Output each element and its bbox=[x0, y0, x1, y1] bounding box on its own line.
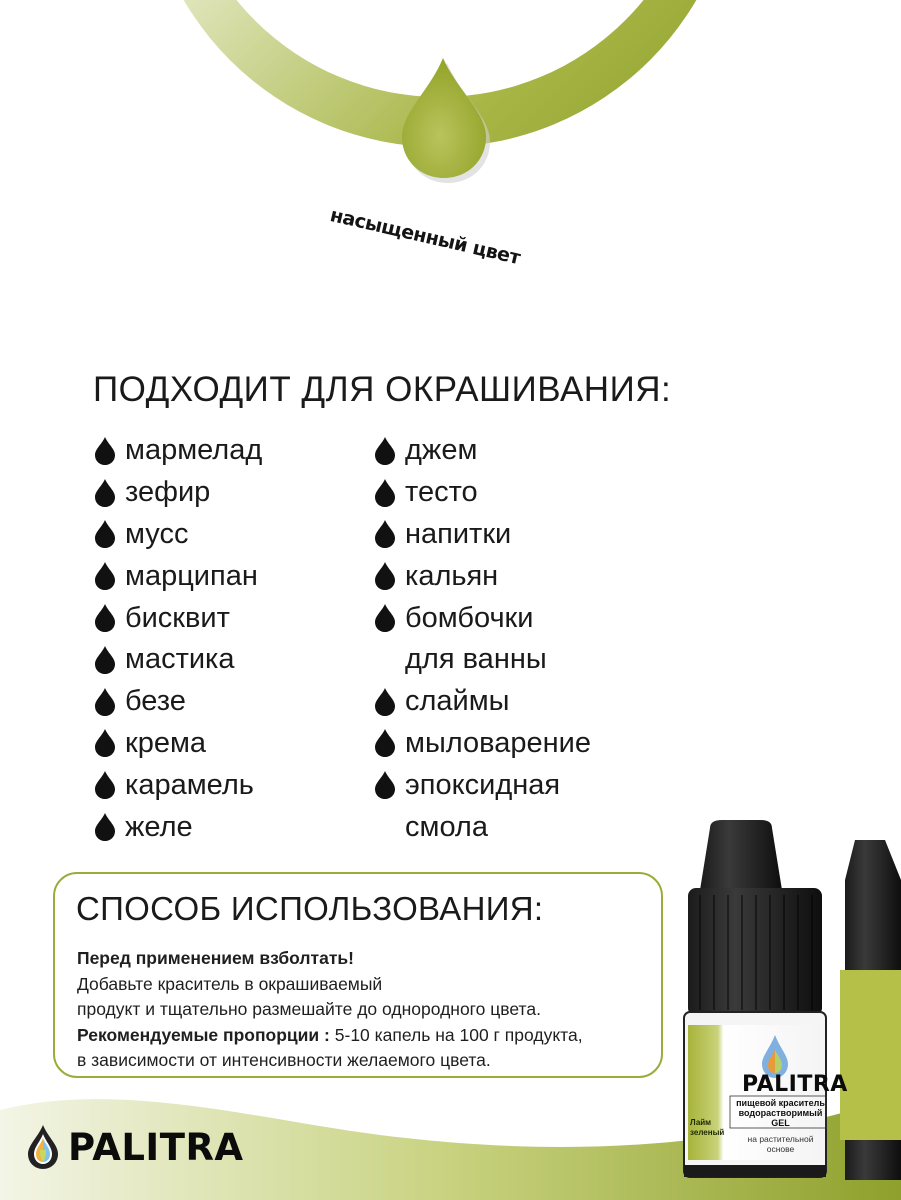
suitable-list-right bbox=[374, 430, 591, 848]
drop-icon bbox=[374, 729, 396, 757]
shake-note: Перед применением взболтать! bbox=[77, 948, 355, 968]
list-item: бисквит bbox=[94, 597, 262, 639]
drop-icon bbox=[94, 604, 116, 632]
list-item-continuation: для ванны bbox=[405, 643, 547, 676]
drop-icon bbox=[94, 771, 116, 799]
bottle-side-label: Лайм зеленый bbox=[690, 1118, 725, 1137]
list-item: тесто bbox=[374, 472, 591, 514]
usage-line: в зависимости от интенсивности желаемого цвета. bbox=[77, 1050, 491, 1070]
list-item: мастика bbox=[94, 639, 262, 681]
usage-box bbox=[53, 872, 663, 1078]
usage-title: СПОСОБ ИСПОЛЬЗОВАНИЯ: bbox=[76, 890, 544, 927]
list-item: джем bbox=[374, 430, 591, 472]
suitable-list-left bbox=[94, 430, 262, 848]
drop-icon bbox=[94, 646, 116, 674]
bottle-brand: PALITRA bbox=[742, 1072, 848, 1097]
usage-text bbox=[77, 946, 657, 1074]
bottle-base-text: на растительной основе bbox=[747, 1134, 814, 1154]
drop-icon bbox=[94, 729, 116, 757]
brand-name: PALITRA bbox=[68, 1125, 244, 1169]
proportions-value: 5-10 капель на 100 г продукта, bbox=[329, 1024, 583, 1045]
list-item: безе bbox=[94, 681, 262, 723]
list-item: бомбочки bbox=[374, 597, 591, 639]
usage-line: продукт и тщательно размешайте до однородного цвета. bbox=[77, 999, 541, 1019]
drop-icon bbox=[374, 437, 396, 465]
list-item: мармелад bbox=[94, 430, 262, 472]
usage-line: Добавьте краситель в окрашиваемый bbox=[77, 973, 383, 994]
list-item: мусс bbox=[94, 514, 262, 556]
drop-icon bbox=[94, 437, 116, 465]
list-item: желе bbox=[94, 806, 262, 848]
drop-icon bbox=[374, 771, 396, 799]
proportions-label: Рекомендуемые пропорции : bbox=[77, 1024, 330, 1045]
list-item: кальян bbox=[374, 555, 591, 597]
list-item: мыловарение bbox=[374, 723, 591, 765]
list-item: крема bbox=[94, 723, 262, 765]
list-item: марципан bbox=[94, 555, 262, 597]
list-item: эпоксидная bbox=[374, 764, 591, 806]
badge-label: насыщенный цвет bbox=[328, 204, 523, 270]
brand-logo bbox=[26, 1124, 244, 1170]
list-item-continuation: смола bbox=[405, 810, 488, 843]
drop-icon bbox=[374, 520, 396, 548]
list-item: зефир bbox=[94, 472, 262, 514]
drop-icon bbox=[94, 562, 116, 590]
drop-icon bbox=[94, 520, 116, 548]
rainbow-drop-logo-icon bbox=[26, 1124, 60, 1170]
drop-icon bbox=[94, 688, 116, 716]
drop-icon bbox=[374, 688, 396, 716]
drop-icon bbox=[374, 604, 396, 632]
list-item: карамель bbox=[94, 764, 262, 806]
bottle-label-text: пищевой краситель водорастворимый GEL bbox=[736, 1098, 825, 1128]
drop-icon bbox=[94, 813, 116, 841]
drop-icon bbox=[402, 58, 486, 178]
drop-icon bbox=[94, 479, 116, 507]
list-item: напитки bbox=[374, 514, 591, 556]
list-item: слаймы bbox=[374, 681, 591, 723]
drop-icon bbox=[374, 479, 396, 507]
drop-icon bbox=[374, 562, 396, 590]
suitable-heading: ПОДХОДИТ ДЛЯ ОКРАШИВАНИЯ: bbox=[93, 370, 672, 409]
